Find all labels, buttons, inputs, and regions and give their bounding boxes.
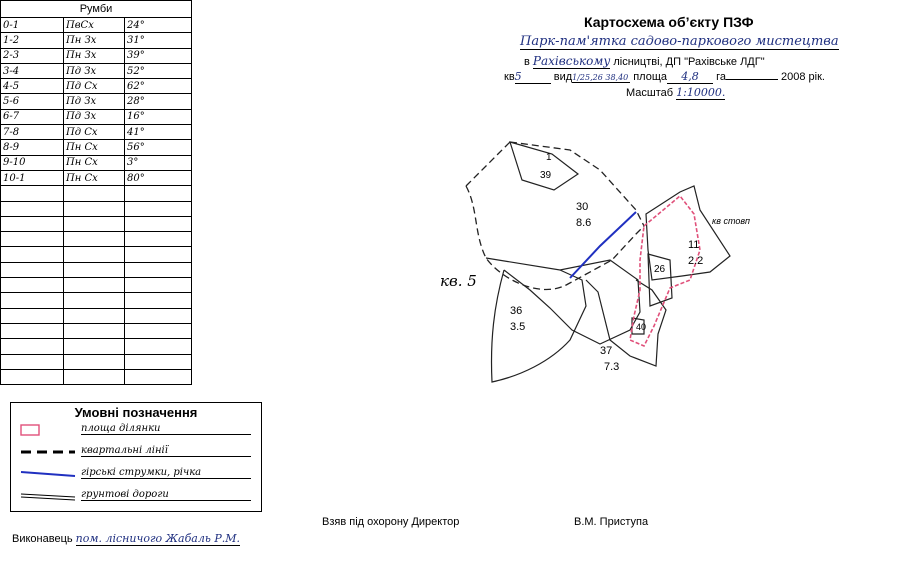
rumby-angle — [125, 323, 192, 338]
rumby-segment — [1, 232, 64, 247]
rumby-direction — [64, 354, 125, 369]
rumby-direction — [64, 369, 125, 384]
rumby-angle — [125, 186, 192, 201]
rumby-direction — [64, 323, 125, 338]
rumby-row — [1, 308, 192, 323]
rumby-row — [1, 354, 192, 369]
rumby-direction: ПвСх — [64, 18, 125, 33]
rumby-angle — [125, 232, 192, 247]
rumby-row — [1, 232, 192, 247]
rumby-row — [1, 323, 192, 338]
rumby-angle — [125, 369, 192, 384]
rumby-segment — [1, 369, 64, 384]
legend-item-area: площа ділянки — [19, 423, 259, 439]
parcel-1: 1 — [546, 152, 552, 163]
rumby-angle — [125, 216, 192, 231]
rumby-segment — [1, 339, 64, 354]
rumby-angle — [125, 278, 192, 293]
rumby-segment — [1, 278, 64, 293]
rumby-angle: 24° — [125, 18, 192, 33]
rumby-row — [1, 339, 192, 354]
rumby-direction — [64, 216, 125, 231]
rumby-table — [0, 0, 192, 385]
parcel-11: 11 — [688, 239, 700, 251]
legend-item-road: грунтові дороги — [19, 489, 259, 505]
rumby-row — [1, 94, 192, 109]
legend-area-swatch — [19, 423, 79, 437]
rumby-row — [1, 109, 192, 124]
parcel-line: кв5 вид1/25,26 38,40 площа 4,8 га 2008 рік. — [504, 70, 825, 83]
rumby-angle — [125, 201, 192, 216]
parcel-37: 37 — [600, 345, 613, 357]
quarter-lines — [466, 142, 644, 290]
rumby-angle: 41° — [125, 125, 192, 140]
legend-road-swatch — [19, 489, 79, 503]
map-sketch — [400, 130, 770, 400]
quarter-label: кв. 5 — [440, 272, 477, 290]
rumby-row — [1, 155, 192, 170]
rumby-direction — [64, 278, 125, 293]
rumby-segment — [1, 201, 64, 216]
rumby-segment: 3-4 — [1, 63, 64, 78]
rumby-row — [1, 262, 192, 277]
rumby-direction: Пн Сх — [64, 155, 125, 170]
rumby-row — [1, 33, 192, 48]
rumby-row — [1, 125, 192, 140]
parcel-36: 36 — [510, 305, 523, 317]
object-name: Парк-пам'ятка садово-паркового мистецтва — [520, 34, 839, 49]
legend-title: Умовні позначення — [74, 405, 198, 420]
rumby-segment — [1, 293, 64, 308]
rumby-angle: 39° — [125, 48, 192, 63]
rumby-segment — [1, 216, 64, 231]
rumby-segment — [1, 247, 64, 262]
rumby-row — [1, 18, 192, 33]
legend-quarter-swatch — [19, 445, 79, 459]
rumby-row — [1, 278, 192, 293]
rumby-segment — [1, 308, 64, 323]
rumby-segment — [1, 354, 64, 369]
legend-item-stream: гірські струмки, річка — [19, 467, 259, 483]
rumby-row — [1, 216, 192, 231]
rumby-row — [1, 369, 192, 384]
rumby-direction: Пн Зх — [64, 33, 125, 48]
forestry-line: в Рахівському лісництві, ДП "Рахівське ЛДГ" — [524, 54, 765, 68]
rumby-direction — [64, 339, 125, 354]
parcel-30: 30 — [576, 201, 589, 213]
rumby-angle: 56° — [125, 140, 192, 155]
parcel-39: 39 — [540, 170, 552, 181]
rumby-direction — [64, 262, 125, 277]
parcel-30-area: 8.6 — [576, 217, 592, 229]
rumby-row — [1, 247, 192, 262]
rumby-angle: 62° — [125, 79, 192, 94]
rumby-direction — [64, 247, 125, 262]
rumby-segment: 1-2 — [1, 33, 64, 48]
rumby-angle — [125, 262, 192, 277]
pillar-annotation: кв стовп — [712, 216, 750, 226]
rumby-row — [1, 170, 192, 185]
page-title: Картосхема об’єкту ПЗФ — [584, 14, 754, 30]
rumby-direction: Пн Сх — [64, 170, 125, 185]
parcel-40: 40 — [636, 322, 647, 332]
rumby-angle: 80° — [125, 170, 192, 185]
rumby-direction: Пд Сх — [64, 125, 125, 140]
rumby-segment — [1, 262, 64, 277]
legend — [10, 402, 262, 512]
rumby-segment: 2-3 — [1, 48, 64, 63]
rumby-segment: 4-5 — [1, 79, 64, 94]
rumby-direction: Пд Зх — [64, 94, 125, 109]
rumby-row — [1, 186, 192, 201]
legend-item-quarter: квартальні лінії — [19, 445, 259, 461]
rumby-row — [1, 140, 192, 155]
rumby-angle — [125, 339, 192, 354]
rumby-segment: 6-7 — [1, 109, 64, 124]
parcel-11-area: 2.2 — [688, 255, 704, 267]
legend-stream-swatch — [19, 467, 79, 481]
rumby-direction — [64, 201, 125, 216]
rumby-row — [1, 293, 192, 308]
rumby-direction — [64, 293, 125, 308]
rumby-segment: 7-8 — [1, 125, 64, 140]
rumby-angle: 3° — [125, 155, 192, 170]
rumby-segment: 10-1 — [1, 170, 64, 185]
accepted-line: Взяв під охорону Директор — [322, 516, 460, 528]
rumby-angle — [125, 247, 192, 262]
rumby-header: Румби — [1, 1, 192, 18]
parcel-26: 26 — [654, 264, 666, 275]
rumby-direction: Пд Зх — [64, 63, 125, 78]
rumby-segment — [1, 186, 64, 201]
rumby-angle: 16° — [125, 109, 192, 124]
rumby-direction: Пд Зх — [64, 109, 125, 124]
rumby-row — [1, 79, 192, 94]
rumby-direction: Пд Сх — [64, 79, 125, 94]
rumby-angle: 52° — [125, 63, 192, 78]
rumby-segment: 0-1 — [1, 18, 64, 33]
rumby-direction: Пн Зх — [64, 48, 125, 63]
rumby-angle: 28° — [125, 94, 192, 109]
rumby-row — [1, 48, 192, 63]
rumby-row — [1, 63, 192, 78]
rumby-angle — [125, 354, 192, 369]
scale-line: Масштаб 1:10000. — [626, 86, 726, 99]
rumby-direction — [64, 232, 125, 247]
rumby-angle — [125, 293, 192, 308]
parcel-36-area: 3.5 — [510, 321, 526, 333]
parcel-37-area: 7.3 — [604, 361, 620, 373]
rumby-segment: 8-9 — [1, 140, 64, 155]
rumby-direction — [64, 308, 125, 323]
rumby-angle — [125, 308, 192, 323]
rumby-row — [1, 201, 192, 216]
rumby-direction: Пн Сх — [64, 140, 125, 155]
executor-line: Виконавець пом. лісничого Жабаль Р.М. — [12, 532, 240, 545]
rumby-segment: 5-6 — [1, 94, 64, 109]
rumby-segment — [1, 323, 64, 338]
director-name: В.М. Приступа — [574, 516, 649, 528]
rumby-segment: 9-10 — [1, 155, 64, 170]
rumby-angle: 31° — [125, 33, 192, 48]
rumby-direction — [64, 186, 125, 201]
